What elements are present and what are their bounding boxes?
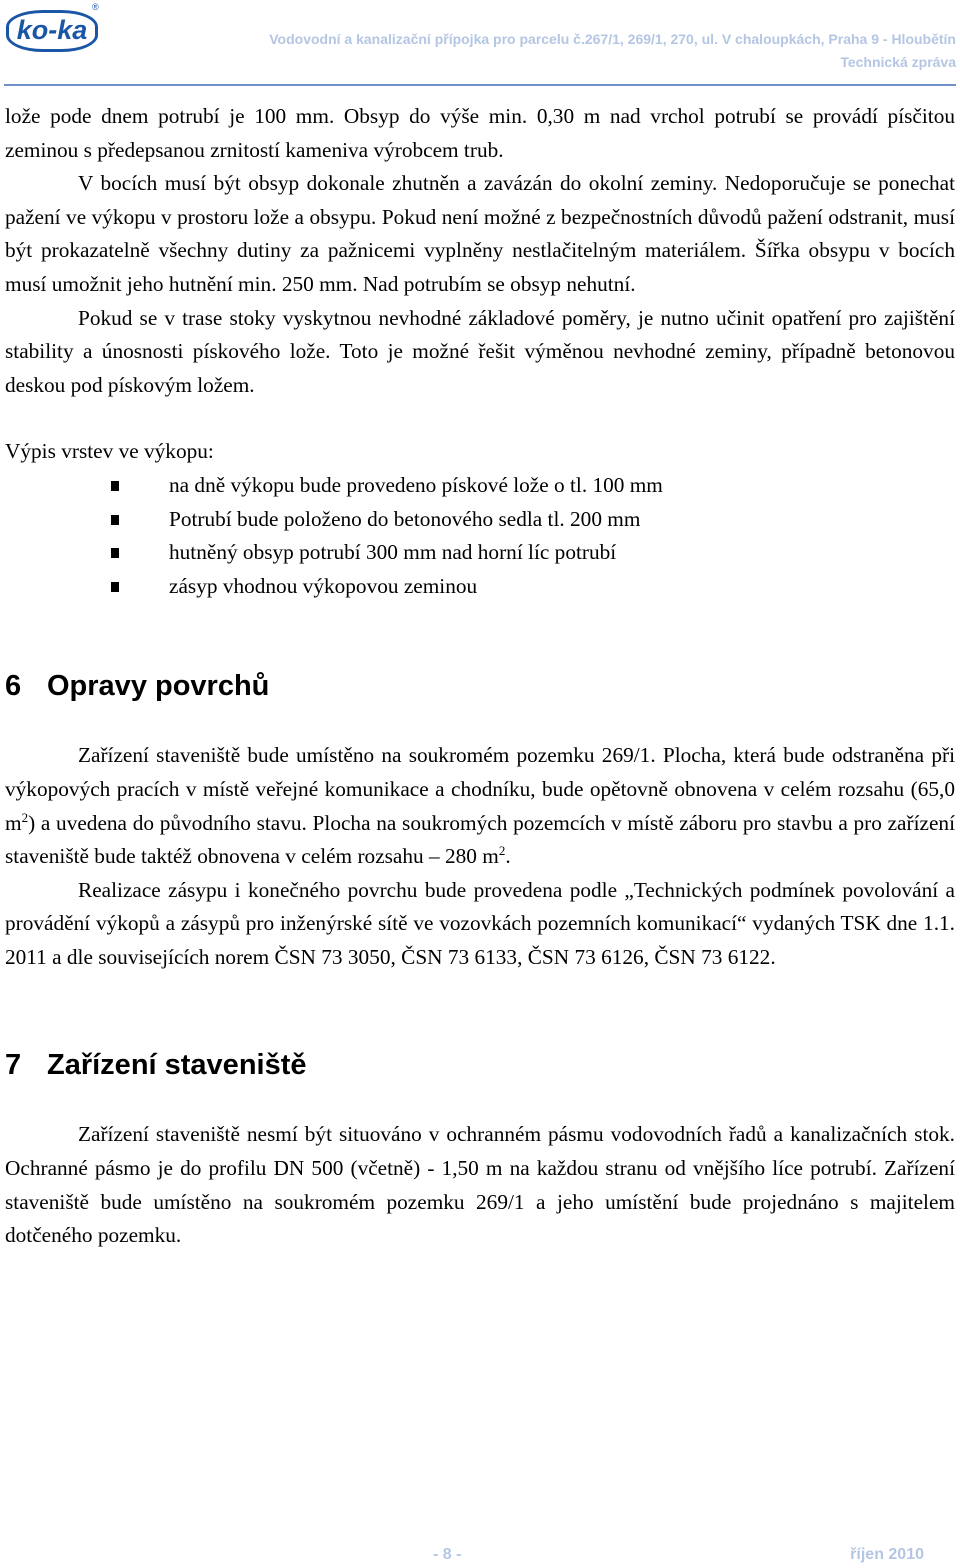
layers-label: Výpis vrstev ve výkopu:	[5, 439, 214, 464]
document-title: Vodovodní a kanalizační přípojka pro parcelu č.267/1, 269/1, 270, ul. V chaloupkách, Praha 9 - Hloubětín	[269, 31, 956, 47]
paragraph-bedding: lože pode dnem potrubí je 100 mm. Obsyp do výše min. 0,30 m nad vrchol potrubí se provádí písčitou zeminou s předepsanou zrnitostí kameniva výrobcem trub.	[5, 104, 955, 162]
text-run: .	[505, 844, 511, 869]
superscript: 2	[498, 843, 506, 858]
paragraph-site-facilities: Zařízení staveniště nesmí být situováno v ochranném pásmu vodovodních řadů a kanalizačních stok. Ochranné pásmo je do profilu DN 500 (včetně) - 1,50 m na každou stranu od vnějšího líce potrubí. Zařízení staveniště bude umístěno na soukromém pozemku 269/1 a jeho umístění bude projednáno s majitelem dotčeného pozemku.	[5, 1122, 955, 1248]
paragraph-surface-restoration	[5, 739, 955, 873]
footer-date: říjen 2010	[850, 1546, 924, 1563]
list-item-text: hutněný obsyp potrubí 300 mm nad horní líc potrubí	[169, 540, 617, 565]
paragraph-foundation: Pokud se v trase stoky vyskytnou nevhodné základové poměry, je nutno učinit opatření pro zajištění stability a únosnosti pískového lože. Toto je možné řešit výměnou nevhodné zeminy, případně betonovou deskou pod pískovým ložem.	[5, 305, 955, 397]
bullet-square-icon	[111, 548, 119, 558]
document-body	[5, 100, 955, 1253]
paragraph-backfill: V bocích musí být obsyp dokonale zhutněn a zavázán do okolní zeminy. Nedoporučuje se ponechat pažení ve výkopu v prostoru lože a obsypu. Pokud není možné z bezpečnostních důvodů pažení odstranit, musí být prokazatelně všechny dutiny za pažnicemi vyplněny nestlačitelným materiálem. Šířka obsypu v bocích musí umožnit jeho hutnění min. 250 mm. Nad potrubím se obsyp nehutní.	[5, 171, 955, 296]
list-item	[5, 536, 955, 570]
paragraph-backfill-standards: Realizace zásypu i konečného povrchu bude provedena podle „Technických podmínek povolování a provádění výkopů a zásypů pro inženýrské sítě ve vozovkách pozemních komunikací“ vydaných TSK dne 1.1. 2011 a dle souvisejících norem ČSN 73 3050, ČSN 73 6133, ČSN 73 6126, ČSN 73 6122.	[5, 877, 955, 969]
bullet-square-icon	[111, 582, 119, 592]
section-title: Zařízení staveniště	[47, 1049, 307, 1082]
text-run: Zařízení staveniště bude umístěno na soukromém pozemku 269/1. Plocha, která bude odstraněna při výkopových pracích v místě veřejné komunikace a chodníku, bude opětovně obnovena v celém rozsahu (65,0 m	[5, 743, 955, 835]
header-divider	[4, 84, 956, 86]
list-item	[5, 503, 955, 537]
list-item	[5, 469, 955, 503]
page-header	[0, 0, 960, 90]
section-heading-6	[5, 669, 955, 703]
bullet-square-icon	[111, 481, 119, 491]
page-number: - 8 -	[433, 1546, 462, 1563]
superscript: 2	[21, 809, 29, 825]
layers-list	[5, 469, 955, 603]
section-title: Opravy povrchů	[47, 670, 270, 703]
list-item-text: Potrubí bude položeno do betonového sedla tl. 200 mm	[169, 506, 641, 531]
text-run: ) a uvedena do původního stavu. Plocha na soukromých pozemcích v místě záboru pro stavbu a pro zařízení staveniště bude taktéž obnovena v celém rozsahu – 280 m	[5, 810, 955, 869]
section-number: 6	[5, 670, 22, 703]
list-item-text: na dně výkopu bude provedeno pískové lože o tl. 100 mm	[169, 472, 663, 497]
section-number: 7	[5, 1049, 22, 1082]
list-item-text: zásyp vhodnou výkopovou zeminou	[169, 573, 478, 598]
list-item	[5, 570, 955, 604]
logo-text: ko-ka	[16, 15, 88, 45]
section-heading-7	[5, 1048, 955, 1082]
document-subtitle: Technická zpráva	[840, 54, 956, 70]
bullet-square-icon	[111, 515, 119, 525]
company-logo	[6, 10, 98, 52]
registered-mark: ®	[92, 2, 99, 12]
